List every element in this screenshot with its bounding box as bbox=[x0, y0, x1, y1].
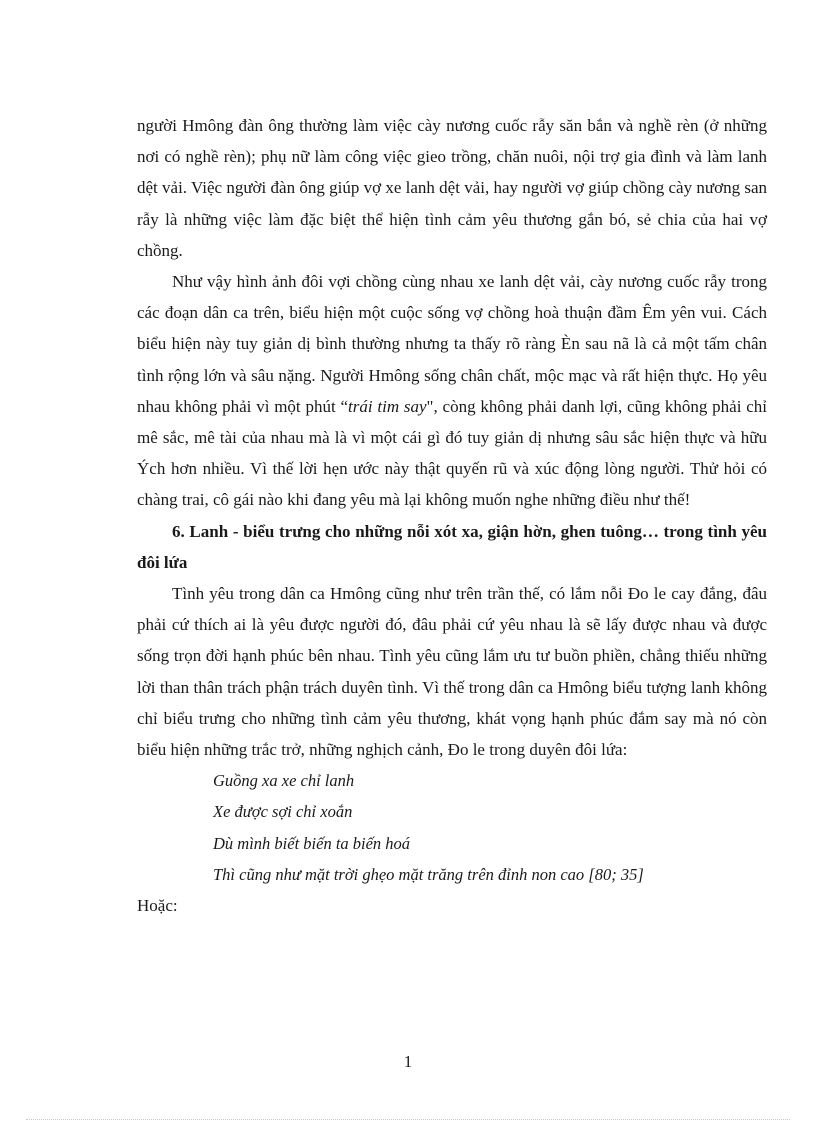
poem-line-1: Guồng xa xe chỉ lanh bbox=[213, 771, 355, 791]
paragraph-2-text-before: Như vậy hình ảnh đôi vợi chồng cùng nhau xe lanh dệt vải, cày nương cuốc rẫy trong các đoạn dân ca trên, biểu hiện một cuộc sống vợ chồng hoà thuận đầm Êm yên vui. Cách biểu hiện này tuy giản dị bình thường nhưng ta thấy rõ ràng Èn sau nã là cả một tấm chân tình rộng lớn và sâu nặng. Người Hmông sống chân chất, mộc mạc và rất hiện thực. Họ yêu nhau không phải vì một phút “ bbox=[137, 272, 767, 416]
poem-line-2: Xe được sợi chỉ xoắn bbox=[213, 802, 353, 822]
page-bottom-border bbox=[26, 1119, 790, 1120]
poem-line-4: Thì cũng như mặt trời ghẹo mặt trăng trên đỉnh non cao [80; 35] bbox=[213, 864, 644, 884]
paragraph-2-text-after: ", còng không phải danh lợi, cũng không phải chỉ mê sắc, mê tài của nhau mà là vì một cái gì đó tuy giản dị nhưng sâu sắc hiện thực và hữu Ých hơn nhiều. Vì thế lời hẹn ước này thật quyến rũ và xúc động lòng người. Thử hỏi có chàng trai, cô gái nào khi đang yêu mà lại không muốn nghe những điều như thế! bbox=[137, 396, 767, 510]
poem-line-3: Dù mình biết biến ta biến hoá bbox=[213, 833, 411, 853]
paragraph-3: Tình yêu trong dân ca Hmông cũng như trên trần thế, có lắm nỗi Ðo le cay đắng, đâu phải cứ thích ai là yêu được người đó, đâu phải cứ yêu nhau là sẽ lấy được nhau và được sống trọn đời hạnh phúc bên nhau. Tình yêu cũng lắm ưu tư buồn phiền, chẳng thiếu những lời than thân trách phận trách duyên tình. Vì thế trong dân ca Hmông biểu tượng lanh không chỉ biểu trưng cho những tình cảm yêu thương, khát vọng hạnh phúc đắm say mà nó còn biểu hiện những trắc trở, những nghịch cảnh, Ðo le trong duyên đôi lứa: bbox=[137, 584, 767, 760]
poem-block bbox=[137, 765, 767, 890]
hoac-label: Hoặc: bbox=[137, 896, 178, 916]
paragraph-1: người Hmông đàn ông thường làm việc cày nương cuốc rẫy săn bắn và nghề rèn (ở những nơi có nghề rèn); phụ nữ làm công việc gieo trồng, chăn nuôi, nội trợ gia đình và làm lanh dệt vải. Việc người đàn ông giúp vợ xe lanh dệt vải, hay người vợ giúp chồng cày nương san rẫy là những việc làm đặc biệt thể hiện tình cảm yêu thương gắn bó, sẻ chia của hai vợ chồng. bbox=[137, 116, 767, 260]
page-number: 1 bbox=[403, 1052, 413, 1071]
page-content bbox=[137, 110, 767, 921]
paragraph-2-italic-quote: trái tim say bbox=[348, 396, 427, 416]
section-heading: 6. Lanh - biểu trưng cho những nỗi xót xa, giận hờn, ghen tuông… trong tình yêu đôi lứa bbox=[137, 521, 767, 572]
paragraph-2 bbox=[137, 266, 767, 516]
